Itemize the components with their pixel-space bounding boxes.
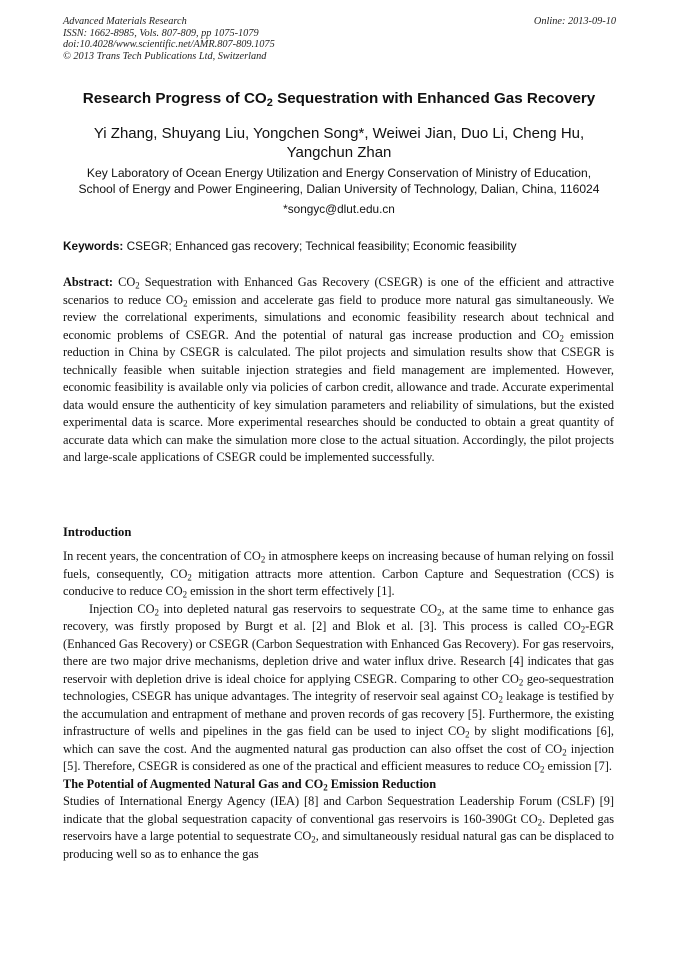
text-run: . Depleted gas reservoirs have a large potential to sequestrate CO [63, 811, 614, 843]
subscript: 2 [559, 332, 564, 343]
subscript: 2 [437, 606, 442, 617]
journal-header [63, 16, 275, 62]
keywords-text: CSEGR; Enhanced gas recovery; Technical feasibility; Economic feasibility [123, 239, 517, 253]
online-date: Online: 2013-09-10 [533, 16, 616, 27]
author-list [52, 124, 626, 162]
text-run: -EGR (Enhanced Gas Recovery) or CSEGR (Carbon Sequestration with Enhanced Gas Recovery). For gas reservoirs, there are two major drive mechanisms, depletion drive and water influx drive. Research [4] indicates that gas reservoir with depletion drive is ideal choice for applying CSEGR. Comparing to other CO [63, 619, 614, 686]
journal-name: Advanced Materials Research [63, 16, 187, 27]
affiliation-line: Key Laboratory of Ocean Energy Utilization and Energy Conservation of Ministry of Education, [86, 166, 592, 180]
title-part: Sequestration with Enhanced Gas Recovery [272, 90, 596, 107]
text-run: In recent years, the concentration of CO [63, 549, 261, 563]
text-run: Sequestration with Enhanced Gas Recovery (CSEGR) is one of the efficient and attractive scenarios to reduce CO [63, 275, 615, 307]
subscript: 2 [518, 676, 524, 687]
subscript: 2 [183, 297, 188, 308]
text-run: geo-sequestration technologies, CSEGR has unique advantages. The integrity of reservoir seal against CO [63, 671, 614, 703]
subscript: 2 [498, 694, 503, 705]
text-run: emission in the short term effectively [1]. [187, 584, 395, 598]
subscript: 2 [323, 781, 328, 792]
abstract-paragraph [63, 274, 614, 467]
abstract [63, 274, 614, 467]
subscript: 2 [311, 834, 316, 845]
text-run: Injection CO [89, 601, 155, 616]
keywords [63, 239, 623, 253]
text-run: emission and accelerate gas field to produce more natural gas simultaneously. We review the correlational experiments, simulations and economic feasibility research about technical and economic problems of CSEGR. And the potential of natural gas increase production and CO [63, 292, 615, 342]
issn-line: ISSN: 1662-8985, Vols. 807-809, pp 1075-1079 [63, 27, 259, 39]
text-run: Studies of International Energy Agency (IEA) [8] and Carbon Sequestration Leadership Forum (CSLF) [9] indicate that the global sequestration capacity of conventional gas reservoirs is 160-390Gt CO [63, 794, 614, 826]
introduction-body [63, 548, 614, 863]
title-part: Research Progress of CO [82, 90, 267, 107]
subscript: 2 [537, 816, 543, 827]
paper-title [40, 90, 638, 110]
text-run: CO [113, 275, 136, 289]
subscript: 2 [187, 571, 192, 582]
paragraph [63, 601, 614, 776]
subscript: 2 [260, 554, 266, 565]
text-run: mitigation attracts more attention. Carbon Capture and Sequestration (CCS) is conducive to reduce CO [63, 566, 614, 598]
text-run: , and simultaneously residual natural gas can be displaced to producing well so as to enhance the gas [63, 829, 614, 861]
text-run: The Potential of Augmented Natural Gas and CO [63, 776, 324, 791]
affiliation-line: School of Energy and Power Engineering, Dalian University of Technology, Dalian, China, 116024 [78, 182, 600, 196]
subscript: 2 [182, 589, 188, 600]
abstract-label: Abstract: [63, 275, 114, 289]
text-run: in atmosphere keeps on increasing because of human relying on fossil fuels, consequently, CO [63, 549, 614, 581]
text-run: , at the same time to enhance gas recovery, was firstly proposed by Burgt et al. [2] and Blok et al. [3]. This process is called CO [63, 601, 615, 633]
text-run: emission [7]. [544, 759, 612, 773]
text-run: leakage is testified by the accumulation and entrapment of methane and proven records of gas recovery [5]. Furthermore, the existing infrastructure of wells and pipelines in the gas field can be used to inject CO [63, 689, 614, 738]
paragraph [63, 548, 614, 601]
copyright-line: © 2013 Trans Tech Publications Ltd, Switzerland [63, 50, 267, 62]
section-heading-potential [63, 776, 614, 794]
corresponding-email: *songyc@dlut.edu.cn [283, 202, 395, 216]
subscript: 2 [580, 624, 586, 635]
section-heading-introduction: Introduction [63, 525, 132, 539]
authors-line: Yi Zhang, Shuyang Liu, Yongchen Song*, Weiwei Jian, Duo Li, Cheng Hu, [93, 125, 585, 142]
text-run: by slight modifications [6], which can save the cost. And the augmented natural gas production can also offset the cost of CO [63, 724, 615, 756]
paragraph [63, 793, 614, 863]
subscript: 2 [135, 280, 140, 291]
title-subscript: 2 [266, 97, 273, 110]
subscript: 2 [540, 764, 545, 775]
text-run: emission reduction in China by CSEGR is calculated. The pilot projects and simulation results show that CSEGR is technically feasible when suitable injection strategies and field management are implemented. However, economic feasibility is available only via policies of carbon credit, allowance and trade. Accurate experimental data would ensure the authenticity of key simulation parameters and reliability of simulations, but the existed experimental data is scarce. More experimental researches should be conducted to obtain a great quantity of accurate data which can make the simulation more close to the actual situation. Accordingly, the pilot projects and large-scale applications of CSEGR could be implemented successfully. [63, 327, 614, 464]
affiliation [52, 165, 626, 197]
authors-line: Yangchun Zhan [286, 144, 392, 161]
subscript: 2 [154, 606, 159, 617]
doi-line: doi:10.4028/www.scientific.net/AMR.807-809.1075 [63, 39, 275, 51]
keywords-label: Keywords: [63, 239, 124, 253]
subscript: 2 [465, 729, 470, 740]
text-run: into depleted natural gas reservoirs to sequestrate CO [158, 601, 438, 616]
text-run: injection [5]. Therefore, CSEGR is considered as one of the practical and efficient measures to reduce CO [63, 741, 615, 773]
subscript: 2 [562, 746, 567, 757]
text-run: Emission Reduction [327, 776, 437, 791]
